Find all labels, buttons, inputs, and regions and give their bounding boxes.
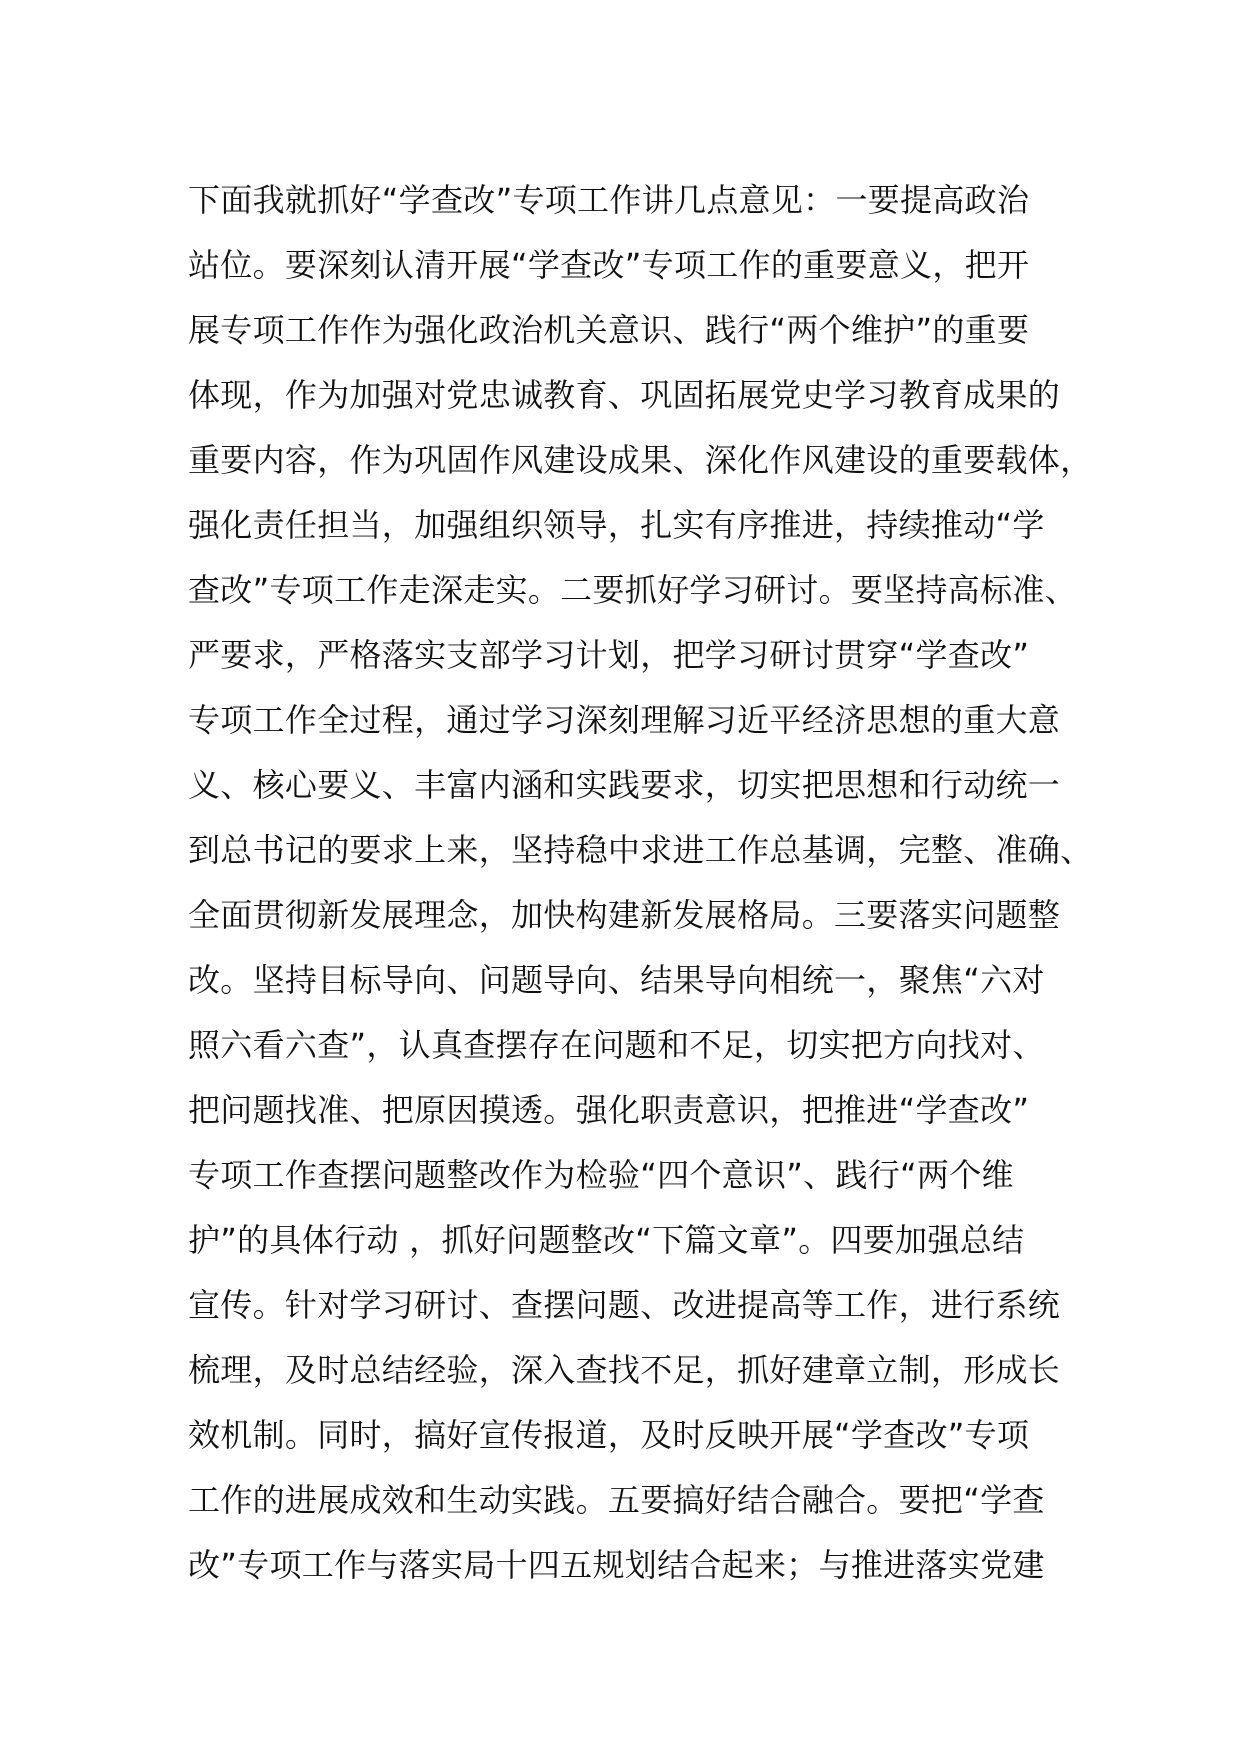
text-line: 严要求，严格落实支部学习计划，把学习研讨贯穿“学查改” [188,636,1030,674]
text-line: 到总书记的要求上来，坚持稳中求进工作总基调，完整、准确、 [188,831,1093,869]
text-line: 把问题找准、把原因摸透。强化职责意识，把推进“学查改” [188,1091,1030,1129]
text-line: 重要内容，作为巩固作风建设成果、深化作风建设的重要载体， [188,441,1093,479]
text-line: 专项工作查摆问题整改作为检验“四个意识”、践行“两个维 [188,1156,1014,1194]
text-line: 展专项工作作为强化政治机关意识、践行“两个维护”的重要 [188,311,1030,349]
text-line: 改”专项工作与落实局十四五规划结合起来；与推进落实党建 [188,1546,1045,1584]
text-line: 改。坚持目标导向、问题导向、结果导向相统一，聚焦“六对 [188,961,1045,999]
body-paragraph [188,168,1093,1598]
text-line: 下面我就抓好“学查改”专项工作讲几点意见：一要提高政治 [188,181,1030,219]
text-line: 梳理，及时总结经验，深入查找不足，抓好建章立制，形成长 [188,1351,1061,1389]
text-line: 护”的具体行动 ，抓好问题整改“下篇文章”。四要加强总结 [188,1221,1025,1259]
text-line: 全面贯彻新发展理念，加快构建新发展格局。三要落实问题整 [188,896,1061,934]
text-line: 站位。要深刻认清开展“学查改”专项工作的重要意义，把开 [188,246,1030,284]
text-line: 体现，作为加强对党忠诚教育、巩固拓展党史学习教育成果的 [188,376,1061,414]
text-line: 查改”专项工作走深走实。二要抓好学习研讨。要坚持高标准、 [188,571,1077,609]
text-line: 照六看六查”，认真查摆存在问题和不足，切实把方向找对、 [188,1026,1045,1064]
text-line: 专项工作全过程，通过学习深刻理解习近平经济思想的重大意 [188,701,1061,739]
text-line: 效机制。同时，搞好宣传报道，及时反映开展“学查改”专项 [188,1416,1030,1454]
text-line: 义、核心要义、丰富内涵和实践要求，切实把思想和行动统一 [188,766,1061,804]
text-line: 宣传。针对学习研讨、查摆问题、改进提高等工作，进行系统 [188,1286,1061,1324]
text-line: 强化责任担当，加强组织领导，扎实有序推进，持续推动“学 [188,506,1045,544]
text-line: 工作的进展成效和生动实践。五要搞好结合融合。要把“学查 [188,1481,1045,1519]
